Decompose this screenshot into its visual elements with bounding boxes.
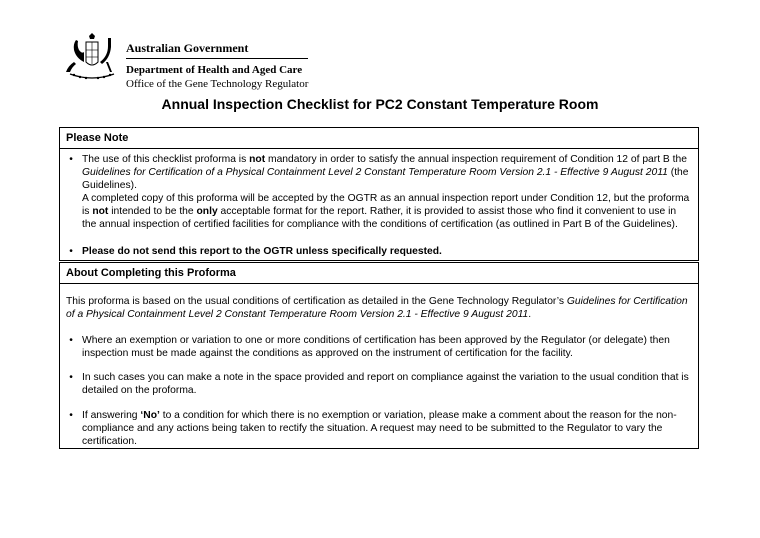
government-header [64,30,314,90]
bullet-icon: • [69,335,73,346]
list-item [66,153,692,231]
list-item [66,245,692,258]
about-proforma-box [59,262,699,449]
bullet-icon: • [69,372,73,383]
section-divider [60,148,698,149]
office-name: Office of the Gene Technology Regulator [126,78,309,90]
government-name: Australian Government [126,41,249,55]
bullet-text: In such cases you can make a note in the space provided and report on compliance against the variation to the usual condition that is detailed on the proforma. [82,372,689,396]
header-rule [126,58,308,59]
about-heading: About Completing this Proforma [66,267,236,279]
coat-of-arms-icon [64,32,120,80]
list-item [66,334,692,360]
about-intro: This proforma is based on the usual conditions of certification as detailed in the Gene Technology Regulator’s Guidelines for Certification of a Physical Containment Level 2 Constant Temperature Room Version 2.1 - Effective 9 August 2011. [66,296,688,320]
bullet-icon: • [69,246,73,257]
department-name: Department of Health and Aged Care [126,64,303,76]
please-note-box [59,127,699,261]
bullet-text: If answering ‘No’ to a condition for which there is no exemption or variation, please make a comment about the reason for the non-compliance and any actions being taken to rectify the situation. A request may need to be submitted to the Regulator to vary the certification. [82,410,677,447]
bullet-text: Please do not send this report to the OGTR unless specifically requested. [82,246,442,257]
bullet-icon: • [69,154,73,165]
list-item [66,371,692,397]
bullet-text: Where an exemption or variation to one or more conditions of certification has been approved by the Regulator (or delegate) then inspection must be made against the conditions as approved on the instrument of certification for the facility. [82,335,670,359]
page-title: Annual Inspection Checklist for PC2 Constant Temperature Room [161,96,599,112]
please-note-heading: Please Note [66,132,129,144]
section-divider [60,283,698,284]
list-item [66,409,692,448]
bullet-icon: • [69,410,73,421]
bullet-text: The use of this checklist proforma is not mandatory in order to satisfy the annual inspection requirement of Condition 12 of part B the Guidelines for Certification of a Physical Containment Level 2 Constant Temperature Room Version 2.1 - Effective 9 August 2011 (the Guidelines). A completed copy of this proforma will be accepted by the OGTR as an annual inspection report under Condition 12, but the proforma is not intended to be the only acceptable format for the report. Rather, it is provided to assist those who find it convenient to use in the annual inspection of certified facilities for compliance with the conditions of certification (as outlined in Part B of the Guidelines). [82,154,690,230]
